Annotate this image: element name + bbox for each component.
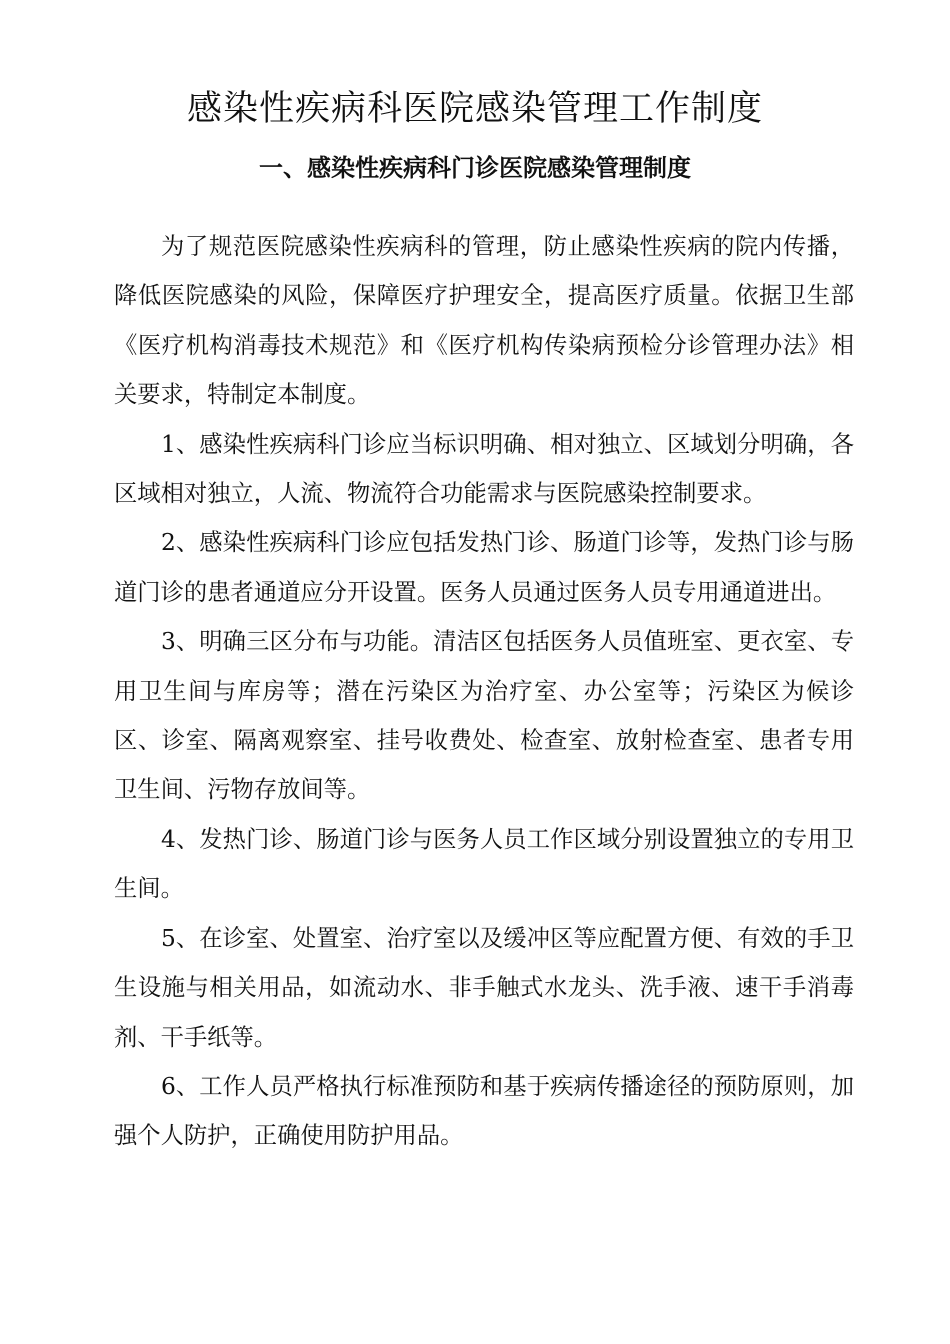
document-body	[114, 222, 854, 1161]
document-title: 感染性疾病科医院感染管理工作制度	[186, 89, 763, 129]
paragraph-item-6: 6、工作人员严格执行标准预防和基于疾病传播途径的预防原则，加强个人防护，正确使用防护用品。	[114, 1072, 854, 1150]
paragraph-intro: 为了规范医院感染性疾病科的管理，防止感染性疾病的院内传播，降低医院感染的风险，保障医疗护理安全，提高医疗质量。依据卫生部《医疗机构消毒技术规范》和《医疗机构传染病预检分诊管理办法》相关要求，特制定本制度。	[114, 233, 854, 409]
paragraph-item-3: 3、明确三区分布与功能。清洁区包括医务人员值班室、更衣室、专用卫生间与库房等；潜在污染区为治疗室、办公室等；污染区为候诊区、诊室、隔离观察室、挂号收费处、检查室、放射检查室、患者专用卫生间、污物存放间等。	[114, 628, 854, 804]
section-heading: 一、感染性疾病科门诊医院感染管理制度	[259, 154, 691, 182]
paragraph-item-1: 1、感染性疾病科门诊应当标识明确、相对独立、区域划分明确，各区域相对独立，人流、物流符合功能需求与医院感染控制要求。	[114, 430, 854, 508]
paragraph-item-2: 2、感染性疾病科门诊应包括发热门诊、肠道门诊等，发热门诊与肠道门诊的患者通道应分开设置。医务人员通过医务人员专用通道进出。	[114, 529, 854, 606]
paragraph-item-5: 5、在诊室、处置室、治疗室以及缓冲区等应配置方便、有效的手卫生设施与相关用品，如流动水、非手触式水龙头、洗手液、速干手消毒剂、干手纸等。	[114, 924, 854, 1051]
paragraph-item-4: 4、发热门诊、肠道门诊与医务人员工作区域分别设置独立的专用卫生间。	[114, 825, 854, 903]
